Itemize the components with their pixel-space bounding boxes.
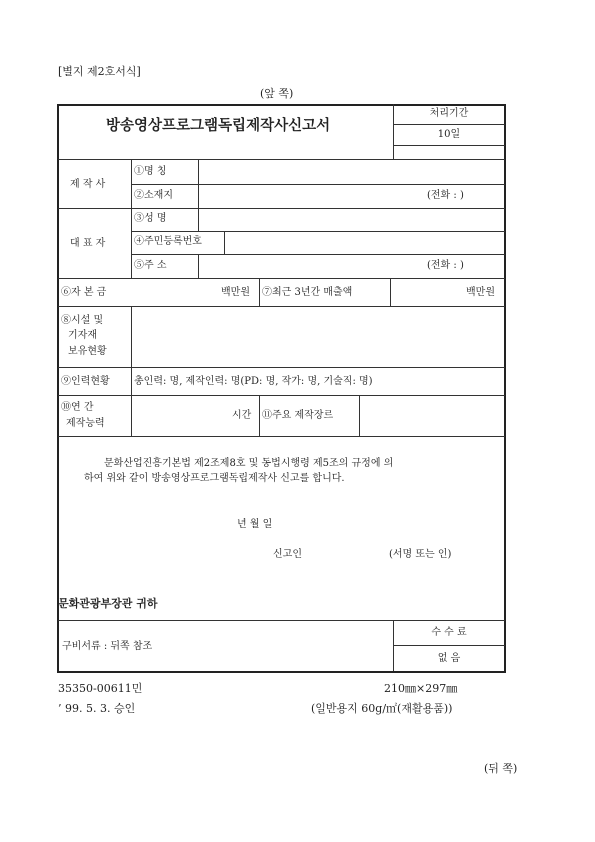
genre-label: ⑪주요 제작장르 (262, 410, 334, 421)
fee-value: 없 음 (437, 653, 461, 664)
processing-period-label: 처리기간 (429, 108, 469, 119)
reporter-label: 신고인 (273, 549, 302, 560)
capacity-label-line-1: ⑩연 간 (61, 402, 94, 413)
approval-date: ’ 99. 5. 3. 승인 (58, 702, 136, 715)
facilities-label-line-3: 보유현황 (68, 346, 107, 357)
form-code: 35350-00611민 (58, 682, 143, 695)
paper-size: 210㎜×297㎜ (384, 682, 458, 695)
representative-id-label: ④주민등록번호 (134, 236, 202, 247)
producer-phone: (전화 : ) (427, 190, 464, 201)
producer-label: 제 작 사 (70, 179, 106, 190)
sales-unit: 백만원 (466, 287, 495, 298)
capacity-label-line-2: 제작능력 (66, 418, 105, 429)
form-title: 방송영상프로그램독립제작사신고서 (106, 118, 331, 134)
back-side-indicator: (뒤 쪽) (484, 762, 518, 775)
personnel-label: ⑨인력현황 (61, 376, 110, 387)
facilities-label-line-2: 기자재 (68, 330, 97, 341)
capital-unit: 백만원 (221, 287, 250, 298)
required-documents: 구비서류 : 뒤쪽 참조 (62, 641, 153, 652)
report-date: 년 월 일 (237, 519, 273, 530)
fee-label: 수 수 료 (431, 627, 467, 638)
paper-spec: (일반용지 60g/㎡(재활용품)) (311, 702, 453, 715)
capital-label: ⑥자 본 금 (61, 287, 107, 298)
side-indicator: (앞 쪽) (260, 87, 294, 100)
form-number: [별지 제2호서식] (58, 65, 141, 78)
producer-address-label: ②소재지 (134, 190, 173, 201)
representative-address-label: ⑤주 소 (134, 260, 167, 271)
representative-label: 대 표 자 (70, 238, 106, 249)
statement-line-2: 하여 위와 같이 방송영상프로그램독립제작사 신고를 합니다. (84, 473, 345, 484)
representative-name-label: ③성 명 (134, 213, 167, 224)
recipient: 문화관광부장관 귀하 (58, 597, 158, 610)
signature-note: (서명 또는 인) (389, 549, 452, 560)
representative-phone: (전화 : ) (427, 260, 464, 271)
sales-label: ⑦최근 3년간 매출액 (262, 287, 353, 298)
processing-period-value: 10일 (437, 129, 461, 140)
producer-name-label: ①명 칭 (134, 166, 167, 177)
facilities-label-line-1: ⑧시설 및 (61, 315, 104, 326)
capacity-unit: 시간 (232, 410, 252, 421)
personnel-text: 총인력: 명, 제작인력: 명(PD: 명, 작가: 명, 기술직: 명) (134, 376, 373, 387)
statement-line-1: 문화산업진흥기본법 제2조제8호 및 동법시행령 제5조의 규정에 의 (104, 458, 394, 469)
